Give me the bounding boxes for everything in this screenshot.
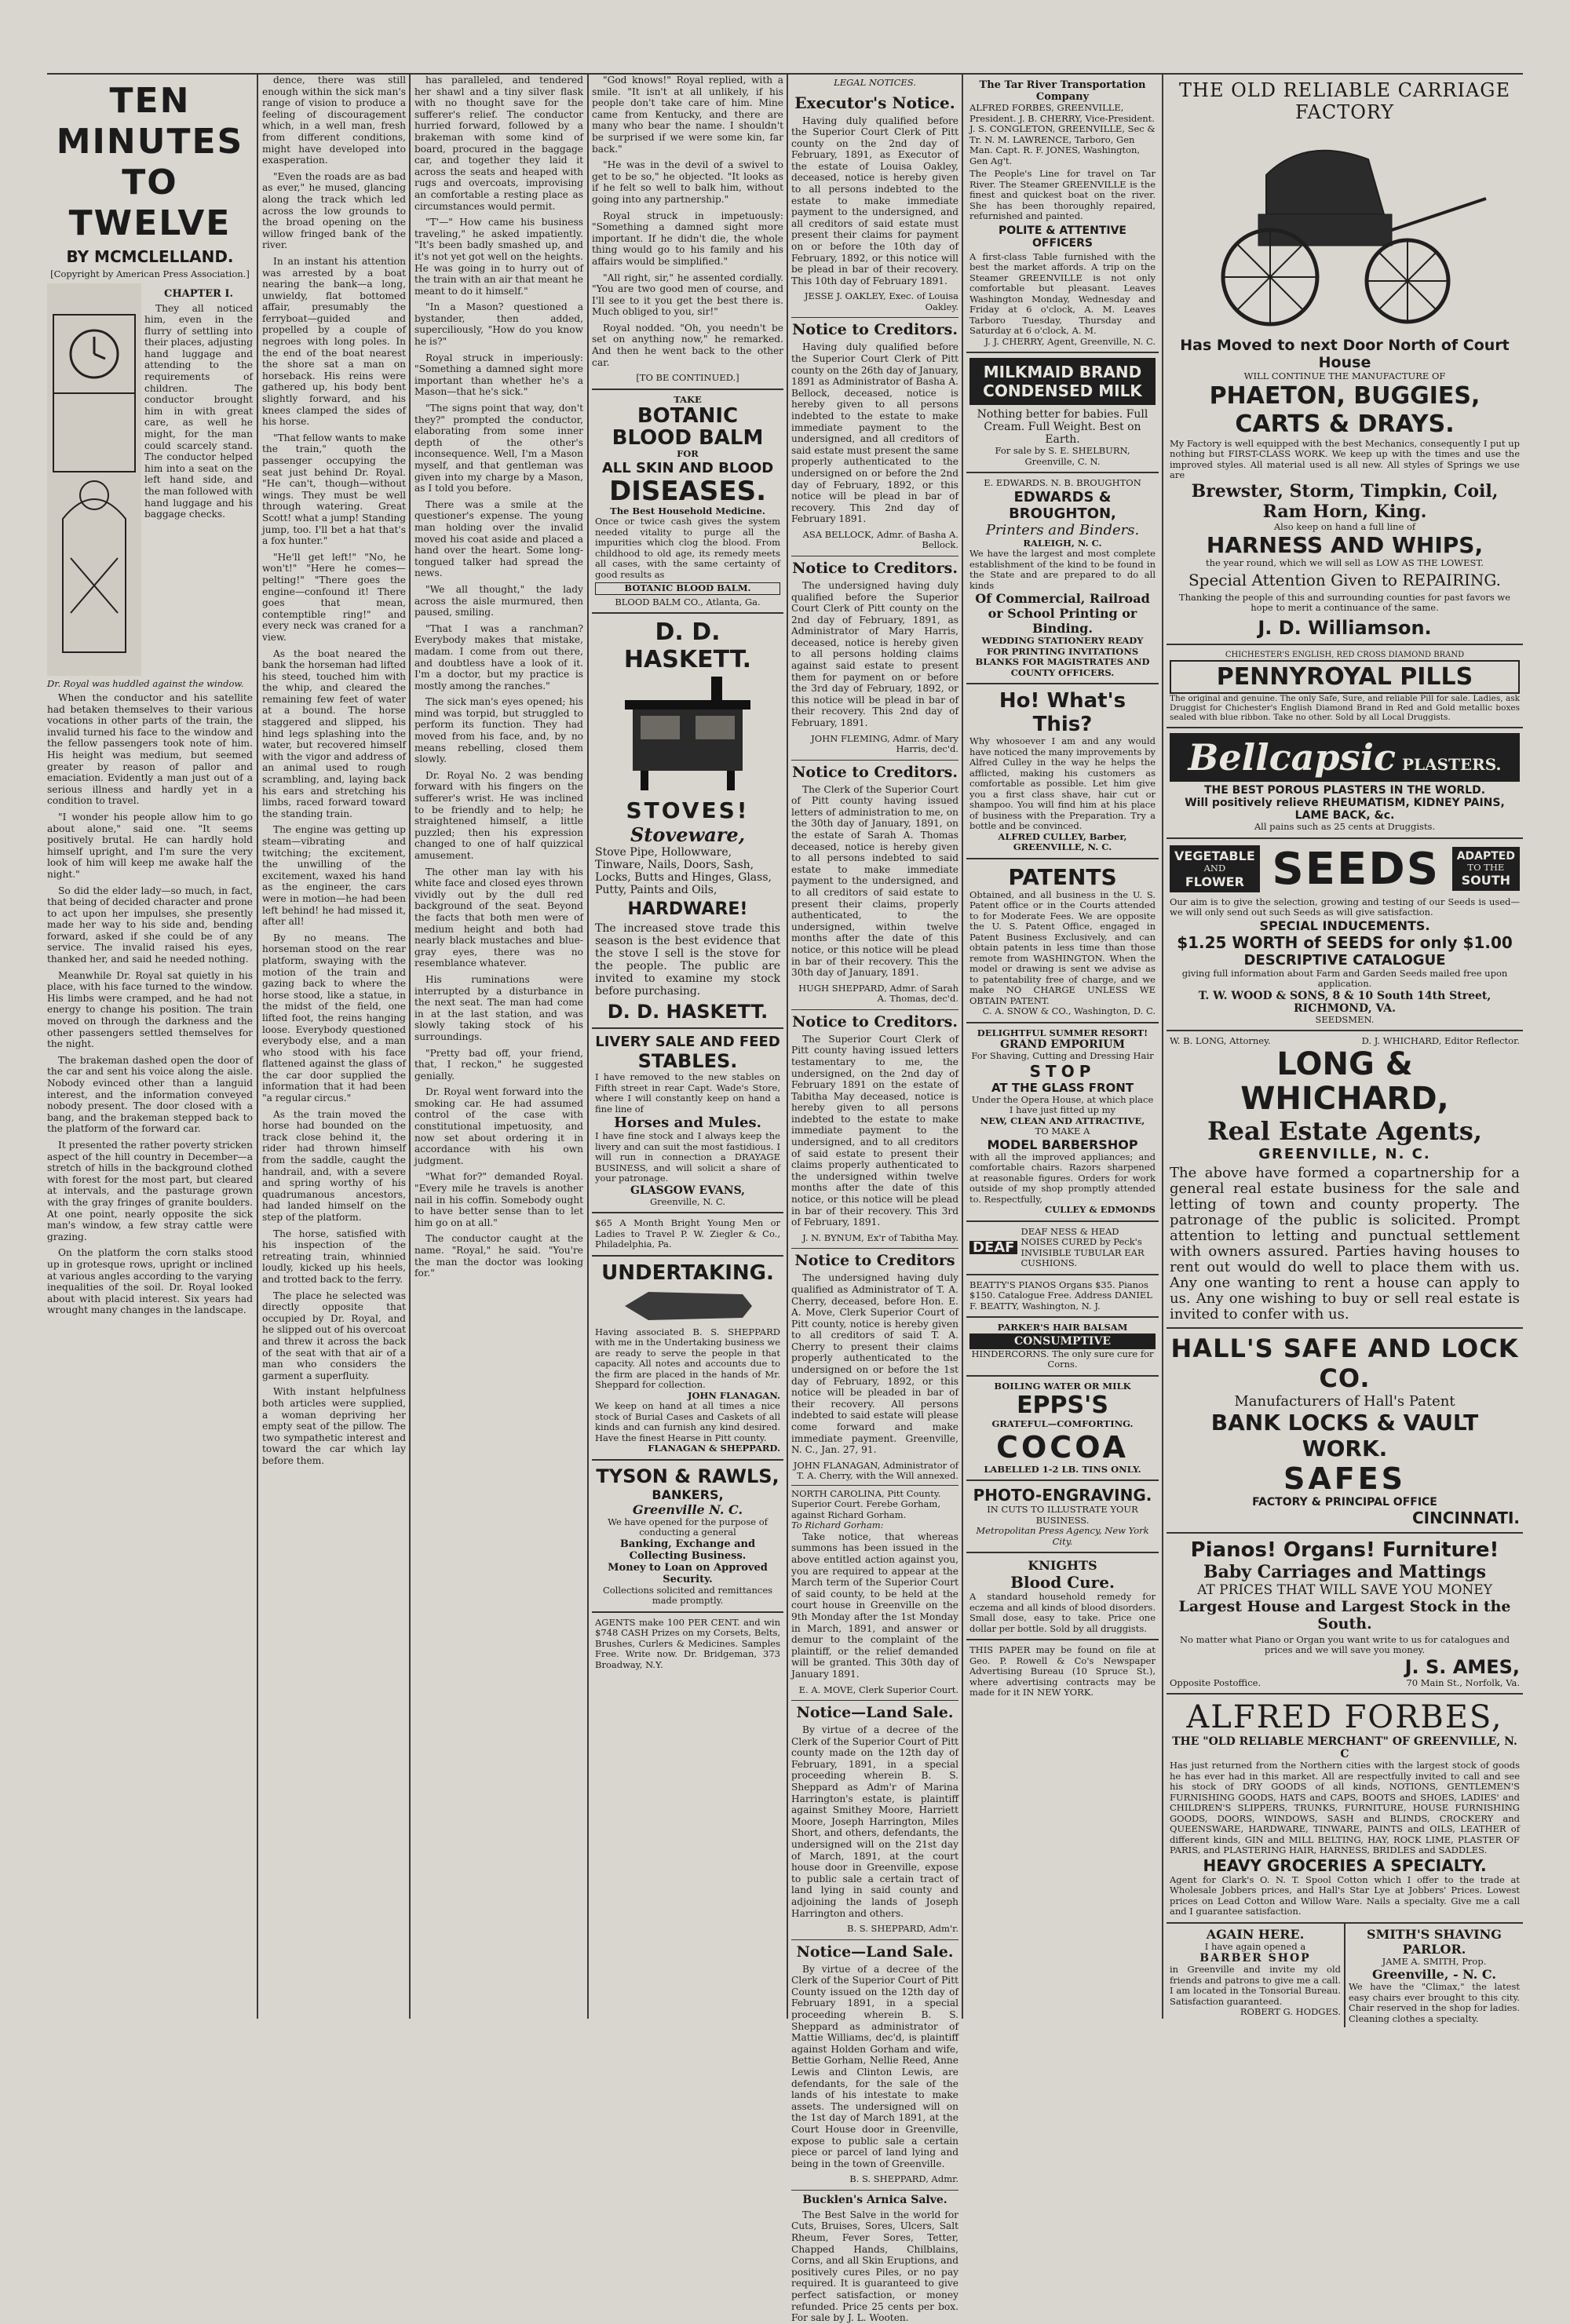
heavy-text: Agent for Clark's O. N. T. Spool Cotton which I offer to the trade at Wholesale Jobbers prices, and Hall's Star Lye at Jobbers' Prices. Lowest prices on Lead Cotton and Willow Ware. Nails a specialty. Give me a call and I guarantee satisfaction. [1170, 1873, 1520, 1917]
tar-heading: The Tar River Transportation Company [979, 79, 1146, 103]
paragraph: They all noticed him, even in the flurry of settling into their places, adjusting hand luggage and attending to the requirements of children. The conductor brought him in with great care, as well he might, for the man could scarcely stand. The conductor helped him into a seat on the left hand side, and the man followed with hand luggage and his baggage checks. [144, 302, 253, 520]
glasgow-evans: GLASGOW EVANS, [630, 1184, 746, 1197]
chapter-heading: CHAPTER I. [163, 287, 233, 300]
notice-text: By virtue of a decree of the Clerk of the Superior Court of Pitt county made on the 12th day of February, 1891, in a special proceeding wherein B. S. Sheppard as Adm'r of Marina Harrington's estate, is plaintiff against Smithey Moore, Harriett Moore, Joseph Harrington, Miles Short, and others, defendants, the undersigned will on the 21st day of March, 1891, at the court house door in Greenville, expose to public sale a certain tract of land lying in said county and adjoining the lands of Joseph Harrington and others. [791, 1724, 958, 1919]
notice-signature: J. N. BYNUM, Ex'r of Tabitha May. [802, 1231, 958, 1243]
collections: Collections solicited and remittances made promptly. [602, 1584, 773, 1607]
knights: KNIGHTS [1028, 1558, 1097, 1573]
again-text: I have again opened a [1204, 1940, 1306, 1952]
paragraph: On the platform the corn stalks stood up in grotesque rows, upright or inclined at various angles according to the varying inequalities of the soil. Dr. Royal looked about with placid interest. Six years had wrought many changes in the landscape. [47, 1247, 253, 1316]
hodges: ROBERT G. HODGES. [1240, 2006, 1341, 2017]
ho-text: Why whosoever I am and any would have noticed the many improvements by Alfred Culley in the way he helps the afflicted, making his customers as comfortable as possible. Let him give you a first class shave, hair cut or shampoo. You will find him at his place of business with the Preparation. Try a bottle and be convinced. [969, 735, 1156, 831]
bank-locks: BANK LOCKS & VAULT WORK. [1210, 1409, 1479, 1461]
seeds-left [1170, 845, 1260, 892]
plasters: PLASTERS. [1401, 755, 1502, 774]
notice-signature: JOHN FLEMING, Admr. of Mary Harris, dec'd. [811, 732, 958, 755]
casket-illustration [595, 1288, 780, 1324]
bottom-ads [1167, 1922, 1523, 2028]
paragraph: Royal struck in impetuously: "Something a damned sight more important. If he didn't die, the whole thing would go to his family and his affairs would be simplified." [592, 210, 783, 267]
will-continue: WILL CONTINUE THE MANUFACTURE OF [1243, 370, 1446, 381]
bargain: $1.25 WORTH of SEEDS for only $1.00 [1177, 932, 1513, 952]
carriage-illustration [1170, 128, 1520, 332]
south: SOUTH [1461, 873, 1511, 888]
haskett-name: D. D. HASKETT. [623, 618, 752, 674]
heavy: HEAVY GROCERIES A SPECIALTY. [1203, 1855, 1487, 1875]
baby: Baby Carriages and Mattings [1203, 1561, 1486, 1582]
byline: BY MCMCLELLAND. [66, 247, 234, 266]
tyson-town: Greenville N. C. [632, 1501, 743, 1517]
story-illustration [47, 283, 141, 676]
boiling: BOILING WATER OR MILK [994, 1380, 1131, 1392]
notice-heading: Executor's Notice. [794, 93, 955, 112]
paragraph: has paralleled, and tendered her shawl and a tiny silver flask with no thought save for the sufferer's relief. The conductor hurried forward, followed by a brakeman with some kind of board, procured in the baggage car, and together they laid it across the seats and heaped with rugs and overcoats, improvising an comfortable a resting place as circumstances would permit. [414, 75, 583, 212]
grateful: GRATEFUL—COMFORTING. [991, 1418, 1134, 1429]
paragraph: The place he selected was directly opposite that occupied by Dr. Royal, and he slipped out of his overcoat and threw it across the back of the seat with that air of a man who considers the garment a superfluity. [262, 1290, 406, 1381]
halls-heading: HALL'S SAFE AND LOCK CO. [1170, 1333, 1519, 1393]
stables-heading: STABLES. [637, 1050, 738, 1073]
column-7 [1167, 75, 1523, 2024]
title-line-2: TO TWELVE [68, 162, 232, 243]
paragraph: The sick man's eyes opened; his mind was torpid, but struggled to perform its function. They had moved from his face, and, by no means rebelling, closed them slowly. [414, 696, 583, 765]
harness-sub: the year round, which we will sell as LOW AS THE LOWEST. [1205, 557, 1484, 568]
ad-patents [966, 858, 1159, 1022]
notice-text: Take notice, that whereas summons has been issued in the above entitled action against you, you are required to appear at the March term of the Superior Court of said county, to be held at the court house in Greenville on the 9th Monday after the 1st Monday in March, 1891, and answer or demur to the complaint of the plaintiff, or the relief demanded will be granted. This 30th day of January 1891. [791, 1530, 958, 1680]
ho-heading: Ho! What's This? [999, 689, 1126, 736]
paragraph: By no means. The horseman stood on the rear platform, swaying with the motion of the train and gazing back to where the horse stood, like a statue, in the midst of the field, one lifted foot, the reins hanging loose. Everybody questioned everybody else, and a man who stood with his face flattened against the glass of the car door supplied the information that it had been "a regular circus." [262, 932, 406, 1104]
ad-deaf [966, 1220, 1159, 1274]
column-4 [592, 75, 783, 2019]
real-estate: Real Estate Agents, [1207, 1115, 1482, 1146]
column-rule [257, 75, 258, 2019]
notice-heading: Notice—Land Sale. [791, 1939, 958, 1961]
pianos: Pianos! Organs! Furniture! [1190, 1538, 1499, 1562]
balm-diseases: DISEASES. [608, 475, 766, 507]
ad-photo-engraving [966, 1479, 1159, 1552]
balm-name: BOTANIC BLOOD BALM [612, 404, 764, 451]
opera: Under the Opera House, at which place I have just fitted up my [971, 1093, 1154, 1115]
paragraph: When the conductor and his satellite had betaken themselves to their various vocations in other parts of the train, the invalid turned his face to the window and the fellow passengers took note of him. His height was medium, but seemed greater by reason of pallor and emaciation. Evidently a man just out of a serious illness and hardly yet in a condition to travel. [47, 692, 253, 807]
ad-this-paper: THIS PAPER may be found on file at Geo. P. Rowell & Co's Newspaper Advertising Bureau (10 Spruce St.), where advertising contracts may be made for it IN NEW YORK. [966, 1639, 1159, 1703]
photo-heading: PHOTO-ENGRAVING. [973, 1486, 1152, 1505]
notice-text: The Superior Court Clerk of Pitt county having issued letters testamentary to me, the undersigned, on the 2nd day of February 1891 on the estate of Tabitha May deceased, notice is hereby given to all persons indebted to the estate to make immediate payment to the undersigned, and to all creditors of said estate to present their claims properly authenticated to the undersigned within twelve months after the date of this notice, or this notice will be plead in bar of their recovery. This 3rd of February, 1891. [791, 1033, 958, 1228]
paragraph: Dr. Royal went forward into the smoking car. He had assumed control of the case with constitutional impetuosity, and now set about ordering it in accordance with his own judgment. [414, 1086, 583, 1166]
paragraph: "The signs point that way, don't they?" prompted the conductor, elaborating from some inner depth of the other's inconsequence. Well, I'm a Mason myself, and that gentleman was given into my charge by a Mason, as I told you before. [414, 403, 583, 494]
notice-signature: B. S. SHEPPARD, Adm'r. [847, 1923, 958, 1935]
balm-text: Once or twice cash gives the system needed vitality to purge all the impurities which clog the blood. From childhood to old age, its remedy meets all cases, with the same certainty of good results as [595, 516, 780, 580]
paragraph: The brakeman dashed open the door of the car and sent his voice along the aisle. Nobody evinced other than a languid interest, and the information conveyed nobody present. The door closed with a bang, and the brakeman stepped back to the platform of the forward car. [47, 1054, 253, 1135]
notice-text: Having duly qualified before the Superior Court Clerk of Pitt county on the 26th day of January, 1891 as Administrator of Basha A. Bellock, deceased, notice is hereby given to all persons indebted to the estate to make immediate payment to the undersigned, and all creditors of said estate must present the same properly authenticated to the undersigned on or before the 2nd day of February, 1892, or this notice will be plead in bar of recovery. This 2nd day of February 1891. [791, 341, 958, 525]
paragraph: "That fellow wants to make the train," quoth the passenger occupying the seat just behind Dr. Royal. "He can't, though—without wings. They must be well through watering. Great Scott! what a jump! Standing jump, too. I'll bet a hat that's a fox hunter." [262, 432, 406, 547]
livery-text-2: I have fine stock and I always keep the livery and can suit the most fastidious. I will run in connection a DRAYAGE BUSINESS, and will solicit a share of your patronage. [595, 1130, 780, 1184]
column-5 [791, 75, 958, 2324]
again: AGAIN HERE. [1206, 1926, 1305, 1942]
descriptive: DESCRIPTIVE CATALOGUE [1243, 951, 1446, 969]
williamson: J. D. Williamson. [1258, 616, 1432, 639]
ad-epps-cocoa [966, 1375, 1159, 1480]
paragraph: "In a Mason? questioned a bystander, then added, superciliously, "How do you know he is?" [414, 301, 583, 348]
paragraph: "T'—" How came his business traveling," he asked impatiently. "It's been badly smashed up, and it's not yet got well on the heights. He was going in to hurry out of the train with an air that meant he meant to do it himself." [414, 217, 583, 297]
stoves-heading: STOVES! [626, 797, 750, 824]
flanagan: JOHN FLANAGAN. [688, 1389, 780, 1401]
safes: SAFES [1283, 1461, 1407, 1496]
hindercorns: HINDERCORNS. The only sure cure for Corns. [971, 1348, 1154, 1370]
notice-text: The Best Salve in the world for Cuts, Bruises, Sores, Ulcers, Salt Rheum, Fever Sores, Tetter, Chapped Hands, Chilblains, Corns, and all Skin Eruptions, and positively cures Piles, or no pay required. It is guaranteed to give perfect satisfaction, or money refunded. Price 25 cents per box. For sale by J. L. Wooten. [791, 2209, 958, 2324]
column-rule [787, 75, 788, 2019]
stove-list: Stove Pipe, Hollowware, Tinware, Nails, Doors, Sash, Locks, Butts and Hinges, Glass, Putty, Paints and Oils, [595, 846, 772, 897]
pennyroyal-top: CHICHESTER'S ENGLISH, RED CROSS DIAMOND BRAND [1225, 650, 1465, 659]
knights-text: A standard household remedy for eczema and all kinds of blood disorders. Small dose, easy to take. Price one dollar per bottle. Sold by all druggists. [969, 1591, 1156, 1634]
paragraph: Royal nodded. "Oh, you needn't be set on anything now," he remarked. And then he went back to the other car. [592, 322, 783, 368]
paragraph: Royal struck in imperiously: "Something a damned sight more important than whether he's a Mason—that he's sick." [414, 352, 583, 398]
stove-illustration [595, 677, 780, 794]
ad-seeds [1167, 837, 1523, 1031]
paragraph: "That I was a ranchman? Everybody makes that mistake, madam. I come from out there, and doubtless have a look of it. I'm a doctor, but my practice is mostly among the ranches." [414, 622, 583, 691]
paragraph: "He'll get left!" "No, he won't!" "Here he comes—pelting!" "There goes the engine—confound it! There goes that mean, contemptible ring!" and every neck was craned for a view. [262, 551, 406, 643]
culley: ALFRED CULLEY, Barber, GREENVILLE, N. C. [998, 830, 1127, 852]
notice-heading: Bucklen's Arnica Salve. [791, 2190, 958, 2206]
ad-blood-balm [592, 389, 783, 613]
ad-carriage-factory [1167, 75, 1523, 644]
paragraph: There was a smile at the questioner's expense. The young man holding over the invalid moved his coat aside and placed a hand over the heart. Some long-tongued talker had spread the news. [414, 498, 583, 579]
paragraph: Meanwhile Dr. Royal sat quietly in his place, with his face turned to the window. His limbs were cramped, and he had not energy to change his position. The train moved on through the darkness and the other passengers settled themselves for the night. [47, 969, 253, 1050]
notice-heading: Notice—Land Sale. [791, 1700, 958, 1721]
ad-edwards-broughton [966, 472, 1159, 683]
and: AND [1203, 863, 1226, 874]
ad-long-whichard [1167, 1030, 1523, 1327]
patents-heading: PATENTS [1008, 863, 1117, 890]
ad-halls-safe [1167, 1327, 1523, 1532]
consumptive: CONSUMPTIVE [969, 1333, 1156, 1349]
catalogue-text: giving full information about Farm and Garden Seeds mailed free upon application. [1181, 967, 1508, 989]
moved: Has Moved to next Door North of Court House [1180, 337, 1510, 371]
notice-heading: Notice to Creditors. [791, 556, 958, 577]
notice-signature: JOHN FLANAGAN, Administrator of T. A. Cherry, with the Will annexed. [793, 1459, 958, 1482]
raleigh: RALEIGH, N. C. [1023, 537, 1102, 549]
paragraph: The conductor caught at the name. "Royal," he said. "You're the man the doctor was looking for." [414, 1233, 583, 1279]
copyright-note: [Copyright by American Press Association.] [50, 268, 250, 279]
adapted: ADAPTED [1456, 849, 1515, 863]
ad-smith [1345, 1924, 1523, 2028]
ad-parker-consumptive [966, 1316, 1159, 1375]
haskett-name-2: D. D. HASKETT. [607, 1001, 769, 1023]
milkmaid-banner: MILKMAID BRAND CONDENSED MILK [969, 358, 1156, 405]
paragraph: His ruminations were interrupted by a disturbance in the next seat. The man had come in at the last station, and was slowly taking stock of his surroundings. [414, 973, 583, 1042]
phaeton: PHAETON, BUGGIES, CARTS & DRAYS. [1209, 381, 1481, 438]
notice-signature: ASA BELLOCK, Admr. of Basha A. Bellock. [802, 528, 958, 551]
deaf-text: DEAF NESS & HEAD NOISES CURED by Peck's INVISIBLE TUBULAR EAR CUSHIONS. [1020, 1225, 1145, 1268]
notice-signature: E. A. MOVE, Clerk Superior Court. [798, 1684, 958, 1695]
notice-heading: Notice to Creditors [791, 1248, 958, 1269]
ad-ames [1167, 1532, 1523, 1694]
wood: T. W. WOOD & SONS, 8 & 10 South 14th Street, RICHMOND, VA. [1198, 989, 1492, 1015]
barber: BARBER SHOP [1199, 1952, 1311, 1965]
paragraph: "We all thought," the lady across the aisle murmured, then paused, smiling. [414, 583, 583, 618]
notice-text: The undersigned having duly qualified before the Superior Court Clerk of Pitt county on the 2nd day of February, 1891, as Administrator of Mary Harris, deceased, notice is hereby given to all persons holding claims against said estate to present them for payment on or before the 3rd day of February, 1892, or this notice will be plead in bar of their recovery. This 2nd day of February, 1891. [791, 579, 958, 729]
commercial: Of Commercial, Railroad or School Printing or Binding. [975, 591, 1150, 636]
tyson-heading: TYSON & RAWLS, [596, 1465, 780, 1487]
seedsmen: SEEDSMEN. [1315, 1013, 1375, 1025]
tar-text-2: A first-class Table furnished with the best the market affords. A trip on the Steamer GREENVILLE is not only comfortable but pleasant. Leaves Washington Monday, Wednesday and Friday at 6 o'clock, A. M. Leaves Tarboro Tuesday, Thursday and Saturday at 6 o'clock, A. M. [969, 250, 1156, 336]
epps: EPPS'S [1017, 1392, 1108, 1419]
factory: FACTORY & PRINCIPAL OFFICE [1252, 1495, 1437, 1509]
also-keep: Also keep on hand a full line of [1273, 520, 1416, 532]
largest: Largest House and Largest Stock in the South. [1178, 1597, 1511, 1633]
to-be-continued: [TO BE CONTINUED.] [636, 372, 739, 384]
paragraph: "I wonder his people allow him to go about alone," said one. "It seems positively brutal. He can hardly hold himself upright, and I'm sure the very look of him will keep me awake half the night." [47, 811, 253, 880]
forbes-sub: THE "OLD RELIABLE MERCHANT" OF GREENVILLE, N. C [1172, 1735, 1517, 1760]
new-clean: NEW, CLEAN AND ATTRACTIVE, [980, 1115, 1145, 1126]
tar-sign: J. J. CHERRY, Agent, Greenville, N. C. [984, 335, 1156, 347]
seeds-heading: SEEDS [1272, 843, 1440, 895]
polite-heading: POLITE & ATTENTIVE OFFICERS [999, 224, 1126, 250]
paragraph: "He was in the devil of a swivel to get to be so," he objected. "It looks as if he felt so well to balk him, without going into any partnership." [592, 159, 783, 205]
column-rule [587, 75, 589, 2019]
metropolitan: Metropolitan Press Agency, New York City. [976, 1525, 1149, 1547]
harness: HARNESS AND WHIPS, [1206, 532, 1484, 558]
notice-heading: Notice to Creditors. [791, 317, 958, 338]
special: SPECIAL INDUCEMENTS. [1259, 918, 1430, 933]
column-2 [262, 75, 406, 2019]
column-3 [414, 75, 583, 2019]
banking: Banking, Exchange and Collecting Business. [619, 1538, 756, 1562]
ad-livery [592, 1027, 783, 1212]
hardware-heading: HARDWARE! [627, 899, 748, 920]
smith-town: Greenville, - N. C. [1372, 1967, 1496, 1982]
opposite: Opposite Postoffice. [1170, 1676, 1261, 1688]
long-whichard: LONG & WHICHARD, [1240, 1045, 1449, 1117]
bell-sub: THE BEST POROUS PLASTERS IN THE WORLD. [1203, 784, 1486, 797]
flower: FLOWER [1185, 874, 1244, 889]
forbes: ALFRED FORBES, [1186, 1699, 1503, 1735]
ad-knights [966, 1552, 1159, 1639]
ad-barber-emporium [966, 1022, 1159, 1220]
balm-for: FOR [677, 448, 699, 460]
flanagan-sheppard: FLANAGAN & SHEPPARD. [648, 1443, 780, 1454]
ad-beatty: BEATTY'S PIANOS Organs $35. Pianos $150. Catalogue Free. Address DANIEL F. BEATTY, Washington, N. J. [966, 1274, 1159, 1317]
bellcapsic-name: Bellcapsic [1188, 736, 1396, 779]
balm-take: TAKE [674, 393, 702, 405]
undertaking-text: Having associated B. S. SHEPPARD with me in the Undertaking business we are ready to serve the people in that capacity. All notes and accounts due to the firm are placed in the hands of Mr. Sheppard for collection. [595, 1326, 780, 1391]
ad-milkmaid [966, 352, 1159, 472]
model-barbershop: MODEL BARBERSHOP [987, 1136, 1138, 1152]
notice-signature: JESSE J. OAKLEY, Exec. of Louisa Oakley. [804, 290, 958, 312]
ad-bellcapsic [1167, 727, 1523, 837]
paragraph: It presented the rather poverty stricken aspect of the hill country in December—a stretch of hills in the background clothed with forest for the most part, but cleared at intervals, and the pasturage grown with the gray fringes of granite boulders. At one point, nearly opposite the sick man's window, a few stray cattle were grazing. [47, 1139, 253, 1242]
stoveware: Stoveware, [630, 823, 746, 847]
paragraph: The other man lay with his white face and closed eyes thrown vividly out by the dull red background of the seat. Beyond the facts that both men were of medium height and both had nearly black mustaches and blue-gray eyes, there was no resemblance whatever. [414, 866, 583, 969]
milk-sold: For sale by S. E. SHELBURN, Greenville, C. N. [995, 445, 1130, 467]
smith: SMITH'S SHAVING PARLOR. [1367, 1926, 1502, 1957]
emporium-sub: For Shaving, Cutting and Dressing Hair [971, 1050, 1154, 1061]
notice-text: By virtue of a decree of the Clerk of the Superior Court of Pitt County issued on the 12th day of February 1891, in a special proceeding wherein B. S. Sheppard as administrator of Mattie Williams, dec'd, is plaintiff against Holden Gorham and wife, Bettie Gorham, Nellie Reed, Anne Lewis and Clinton Lewis, are defendants, for the sale of the lands of his intestate to make assets. The undersigned will on the 1st day of March 1891, at the Court House door in Greenville, expose to public sale a certain piece or parcel of land lying and being in the town of Greenville. [791, 1963, 958, 2169]
paragraph: "All right, sir," he assented cordially. "You are two good men of course, and I'll see to it you get the best there is. Much obliged to you, sir!" [592, 272, 783, 318]
re-text: The above have formed a copartnership for a general real estate business for the sale and letting of town and county property. The patronage of the public is solicited. Prompt attention to letting and punctual settlement with owners assured. Parties having houses to rent out would do well to place them with us. Any one wanting to rent a house can apply to us. Any one wishing to buy or sell real estate is invited to confer with us. [1170, 1164, 1520, 1323]
court-caption: NORTH CAROLINA, Pitt County. Superior Court. Ferebe Gorham, against Richard Gorham. [791, 1485, 958, 1521]
labelled: LABELLED 1-2 LB. TINS ONLY. [984, 1463, 1141, 1475]
paragraph: Dr. Royal No. 2 was bending forward with his fingers on the sufferer's wrist. He was inclined to be friendly and to help; he straightened himself, a little puzzled; then his expression changed to one of half quizzical amusement. [414, 769, 583, 861]
carriage-text: My Factory is well equipped with the best Mechanics, consequently I put up nothing but FIRST-CLASS WORK. We keep up with the times and use the improved styles. All material used is all new. All styles of Springs we use are [1170, 437, 1520, 480]
repairing: Special Attention Given to REPAIRING. [1188, 570, 1502, 589]
resort: DELIGHTFUL SUMMER RESORT! [977, 1027, 1148, 1038]
undertaking-heading: UNDERTAKING. [601, 1261, 774, 1285]
bankers: BANKERS, [652, 1487, 724, 1502]
greenville: GREENVILLE, N. C. [1258, 1145, 1431, 1162]
snow: C. A. SNOW & CO., Washington, D. C. [982, 1005, 1156, 1016]
glass-front: AT THE GLASS FRONT [991, 1080, 1134, 1095]
ad-hodges [1167, 1924, 1345, 2028]
notice-signature: B. S. SHEPPARD, Admr. [849, 2173, 958, 2185]
notice-text: The undersigned having duly qualified as Administrator of T. A. Cherry, deceased, before Hon. E. A. Move, Clerk Superior Court of Pitt county, notice is hereby given to all creditors of said T. A. Cherry to present their claims properly authenticated to the undersigned on or before the 1st day of February, 1892, or this notice will be pleaded in bar of their recovery. All persons indebted to said estate will please come forward and make immediate payment. Greenville, N. C., Jan. 27, 91. [791, 1272, 958, 1456]
legal-notices-heading: LEGAL NOTICES. [834, 77, 916, 88]
smith-prop: JAME A. SMITH, Prop. [1382, 1955, 1487, 1967]
emporium: GRAND EMPORIUM [999, 1038, 1126, 1051]
livery-heading: LIVERY SALE AND FEED [595, 1034, 780, 1051]
paragraph: As the train moved the horse had bounded on the track close behind it, the rider had thrown himself from the saddle, caught the handrail, and, with a severe and spring worthy of his quadrumanous ancestors, had landed himself on the step of the platform. [262, 1108, 406, 1223]
balm-brand: BOTANIC BLOOD BALM. [595, 582, 780, 595]
blood-cure: Blood Cure. [1010, 1573, 1115, 1592]
ad-culley [966, 683, 1159, 858]
paragraph: So did the elder lady—so much, in fact, that being of decided character and prone to act upon her impulses, she presently made her way to his side and, bending forward, asked if she could be of any service. The invalid raised his eyes, thanked her, and said he needed nothing. [47, 885, 253, 965]
edwards-heading: EDWARDS & BROUGHTON, [1009, 488, 1116, 522]
ad-undertaking [592, 1255, 783, 1459]
column-rule [1162, 75, 1163, 2019]
ad-pennyroyal [1167, 644, 1523, 728]
to-the: TO THE [1467, 861, 1505, 873]
column-rule [409, 75, 411, 2019]
edwards-sub: Printers and Binders. [985, 521, 1140, 538]
notice-text: Having duly qualified before the Superior Court Clerk of Pitt county on the 2nd day of February, 1891, as Executor of the estate of Louisa Oakley, deceased, notice is hereby given to all persons indebted to the estate to make immediate payment to the undersigned, and all creditors of said estate must present their claims for payment on or before the 10th day of February, 1892, or this notice will be plead in bar of their recovery. This 10th day of February 1891. [791, 115, 958, 286]
bell-price: All pains such as 25 cents at Druggists. [1254, 821, 1436, 832]
ames-addr: 70 Main St., Norfolk, Va. [1406, 1676, 1520, 1688]
paragraph: dence, there was still enough within the sick man's range of vision to produce a feeling of discouragement which, in a well man, fresh from different conditions, might have developed into exasperation. [262, 75, 406, 166]
halls-mfr: Manufacturers of Hall's Patent [1234, 1392, 1455, 1410]
ad-tyson-rawls [592, 1459, 783, 1611]
to-make: TO MAKE A [1035, 1126, 1090, 1136]
undertaking-text-2: We keep on hand at all times a nice stock of Burial Cases and Caskets of all kinds and can furnish any kind desired. Have the finest Hearse in Pitt county. [595, 1400, 780, 1443]
livery-text: I have removed to the new stables on Fifth street in rear Capt. Wade's Store, where I will constantly keep on hand a fine line of [595, 1071, 780, 1115]
paragraph: With instant helpfulness both articles were supplied, a woman depriving her empty seat of the pillow. The two sympathetic interest and toward the car which lay before them. [262, 1386, 406, 1466]
money: Money to Loan on Approved Security. [608, 1561, 768, 1585]
deaf-label: DEAF [969, 1241, 1017, 1255]
cocoa: COCOA [996, 1429, 1129, 1465]
pennyroyal-text: The original and genuine. The only Safe, Sure, and reliable Pill for sale. Ladies, ask Druggist for Chichester's English Diamond Brand in Red and Gold metallic boxes sealed with blue ribbon. Take no other. Sold by all Local Druggists. [1170, 694, 1520, 722]
balm-sub: The Best Household Medicine. [610, 505, 765, 516]
paragraph: The engine was getting up steam—vibrating and twitching; the excitement, the unwilling of the excitement, waxed his hand as the engineer, the cars were in motion—he had been left behind! he had missed it, after all! [262, 824, 406, 928]
illustration-caption: Dr. Royal was huddled against the window. [47, 677, 244, 689]
horses-heading: Horses and Mules. [614, 1115, 761, 1132]
story-title [47, 81, 253, 266]
barber-text: in Greenville and invite my old friends and patrons to give me a call. I am located in the Tonsorial Bureau. Satisfaction guaranteed. [1170, 1964, 1341, 2007]
no-matter: No matter what Piano or Organ you want write to us for catalogues and prices and we will save you money. [1179, 1633, 1510, 1655]
ad-tar-river [966, 75, 1159, 352]
column-1 [47, 75, 253, 2019]
whichard-name: D. J. WHICHARD, Editor Reflector. [1361, 1035, 1520, 1046]
notice-heading: Notice to Creditors. [791, 760, 958, 781]
long-name: W. B. LONG, Attorney. [1170, 1035, 1271, 1046]
paragraph: "Pretty bad off, your friend, that, I reckon," he suggested genially. [414, 1047, 583, 1082]
tyson-text: We have opened for the purpose of conducting a general [608, 1516, 768, 1538]
culley-edmonds: CULLEY & EDMONDS [1045, 1204, 1156, 1215]
parker: PARKER'S HAIR BALSAM [997, 1322, 1128, 1333]
milk-text: Nothing better for babies. Full Cream. Full Weight. Best on Earth. [977, 408, 1148, 446]
brewster: Brewster, Storm, Timpkin, Coil, Ram Horn, King. [1191, 480, 1499, 522]
wedding: WEDDING STATIONERY READY FOR PRINTING INVITATIONS BLANKS FOR MAGISTRATES AND COUNTY OFFICERS. [975, 635, 1150, 678]
court-addressee: To Richard Gorham: [791, 1520, 884, 1531]
carriage-title: THE OLD RELIABLE CARRIAGE FACTORY [1179, 79, 1510, 123]
edwards-names: E. EDWARDS. N. B. BROUGHTON [984, 477, 1141, 488]
column-rule [962, 75, 963, 2019]
paragraph: The horse, satisfied with his inspection of the retreating train, whinnied loudly, kicked up his heels, and trotted back to the ferry. [262, 1228, 406, 1285]
hardware-text: The increased stove trade this season is the best evidence that the stove I sell is the stove for the people. The public are invited to examine my stock before purchasing. [595, 922, 780, 998]
column-6 [966, 75, 1159, 2019]
bellcapsic-banner [1170, 733, 1520, 782]
edwards-text: We have the largest and most complete establishment of the kind to be found in the State and are prepared to do all kinds [969, 548, 1156, 591]
prices: AT PRICES THAT WILL SAVE YOU MONEY [1197, 1582, 1492, 1598]
pennyroyal: PENNYROYAL PILLS [1170, 660, 1520, 694]
paragraph: In an instant his attention was arrested by a boat nearing the bank—a long, unwieldy, flat bottomed affair, presumably the ferryboat—guided and propelled by a couple of negroes with long poles. In the end of the boat nearest the shore sat a man on horseback. His reins were gathered up, his body bent slightly forward, and his knees clamped the sides of his horse. [262, 255, 406, 428]
ames: J. S. AMES, [1404, 1655, 1520, 1678]
ad-forbes [1167, 1693, 1523, 1922]
paragraph: As the boat neared the bank the horseman had lifted his steed, touched him with the whip, and cleared the remaining few feet of water at a bound. The horse staggered and slipped, his hind legs splashing into the water, but recovered himself with the vigor and address of an animal used to rough scrambling, and, laying back his ears and stretching his limbs, raced forward toward the standing train. [262, 648, 406, 819]
paragraph: "What for?" demanded Royal. "Every mile he travels is another nail in his coffin. Somebody ought to have better sense than to let him go on at all." [414, 1171, 583, 1228]
ad-young-men: $65 A Month Bright Young Men or Ladies to Travel P. W. Ziegler & Co., Philadelphia, Pa. [592, 1212, 783, 1255]
tar-officers: ALFRED FORBES, GREENVILLE, President. J. B. CHERRY, Vice-President. J. S. CONGLETON, GREENVILLE, Sec & Tr. N. M. LAWRENCE, Tarboro, Gen Man. Capt. R. F. JONES, Washington, Gen Ag't. [969, 102, 1156, 166]
notice-text: The Clerk of the Superior Court of Pitt county having issued letters of administration to me, on the 30th day of January, 1891, on the estate of Sarah A. Thomas deceased, notice is hereby given to all persons indebted to said estate to make immediate payment to the undersigned, and to all creditors of said estate to present their claims, properly authenticated, to the undersigned, within twelve months after the date of this notice, or this notice will be plead in bar of their recovery. This the 30th day of January, 1891. [791, 783, 958, 979]
patents-text: Obtained, and all business in the U. S. Patent office or in the Courts attended to for Moderate Fees. We are opposite the U. S. Patent Office, engaged in Patent Business Exclusively, and can obtain patents in less time than those remote from WASHINGTON. When the model or drawing is sent we advise as to patentability free of charge, and we make NO CHARGE UNLESS WE OBTAIN PATENT. [969, 888, 1156, 1006]
cincinnati: CINCINNATI. [1411, 1508, 1520, 1527]
paragraph: "Even the roads are as bad as ever," he mused, glancing along the track which led across the low grounds to the broad opening on the willow fringed bank of the river. [262, 170, 406, 251]
title-line-1: TEN MINUTES [56, 81, 244, 162]
forbes-text: Has just returned from the Northern cities with the largest stock of goods he has ever had in this market. All are respectfully invited to call and see his stock of DRY GOODS of all kinds, NOTIONS, GENTLEMEN'S FURNISHING GOODS, HATS and CAPS, BOOTS and SHOES, LADIES' and CHILDREN'S SLIPPERS, TRUNKS, FURNITURE, HOUSE FURNISHING GOODS, DOORS, WINDOWS, SASH and BLINDS, CROCKERY and QUEENSWARE, HARDWARE, TINWARE, PAINTS and OILS, LEATHER of different kinds, GIN and MILL BELTING, HAY, ROCK LIME, PLASTER OF PARIS, and PLASTERING HAIR, HARNESS, BRIDLES and SADDLES. [1170, 1760, 1520, 1855]
model-text: with all the improved appliances; and comfortable chairs. Razors sharpened at reasonable figures. Orders for work outside of my shop promptly attended to. Respectfully, [969, 1151, 1156, 1205]
ad-haskett-stoves [592, 612, 783, 1027]
paragraph: "God knows!" Royal replied, with a smile. "It isn't at all unlikely, if his people don't take care of him. Mine came from Kentucky, and there are many who bear the name. I shouldn't be surprised if we were some kin, far back." [592, 75, 783, 155]
thanking: Thanking the people of this and surrounding counties for past favors we hope to merit a continuance of the same. [1178, 591, 1511, 613]
ad-agents: AGENTS make 100 PER CENT. and win $748 CASH Prizes on my Corsets, Belts, Brushes, Curlers & Medicines. Samples Free. Write now. Dr. Bridgeman, 373 Broadway, N.Y. [592, 1611, 783, 1676]
bell-cure: Will positively relieve RHEUMATISM, KIDNEY PAINS, LAME BACK, &c. [1185, 797, 1505, 822]
stop: STOP [1029, 1061, 1096, 1081]
seeds-right [1452, 847, 1520, 892]
glasgow-town: Greenville, N. C. [649, 1195, 726, 1207]
balm-all: ALL SKIN AND BLOOD [601, 459, 774, 476]
smith-text: We have the "Climax," the latest easy chairs ever brought to this city. Chair reserved in the shop for ladies. Cleaning clothes a specialty. [1349, 1981, 1520, 2024]
photo-text: IN CUTS TO ILLUSTRATE YOUR BUSINESS. [987, 1504, 1138, 1526]
vegetable: VEGETABLE [1174, 848, 1255, 864]
balm-footer: BLOOD BALM CO., Atlanta, Ga. [615, 596, 761, 607]
seeds-text: Our aim is to give the selection, growing and testing of our Seeds is used—we will only send out such Seeds as will give satisfaction. [1170, 896, 1520, 918]
notice-heading: Notice to Creditors. [791, 1009, 958, 1031]
tar-text: The People's Line for travel on Tar River. The Steamer GREENVILLE is the finest and quickest boat on the river. She has been thoroughly repaired, refurnished and painted. [969, 168, 1156, 221]
notice-signature: HUGH SHEPPARD, Admr. of Sarah A. Thomas, dec'd. [798, 982, 958, 1005]
